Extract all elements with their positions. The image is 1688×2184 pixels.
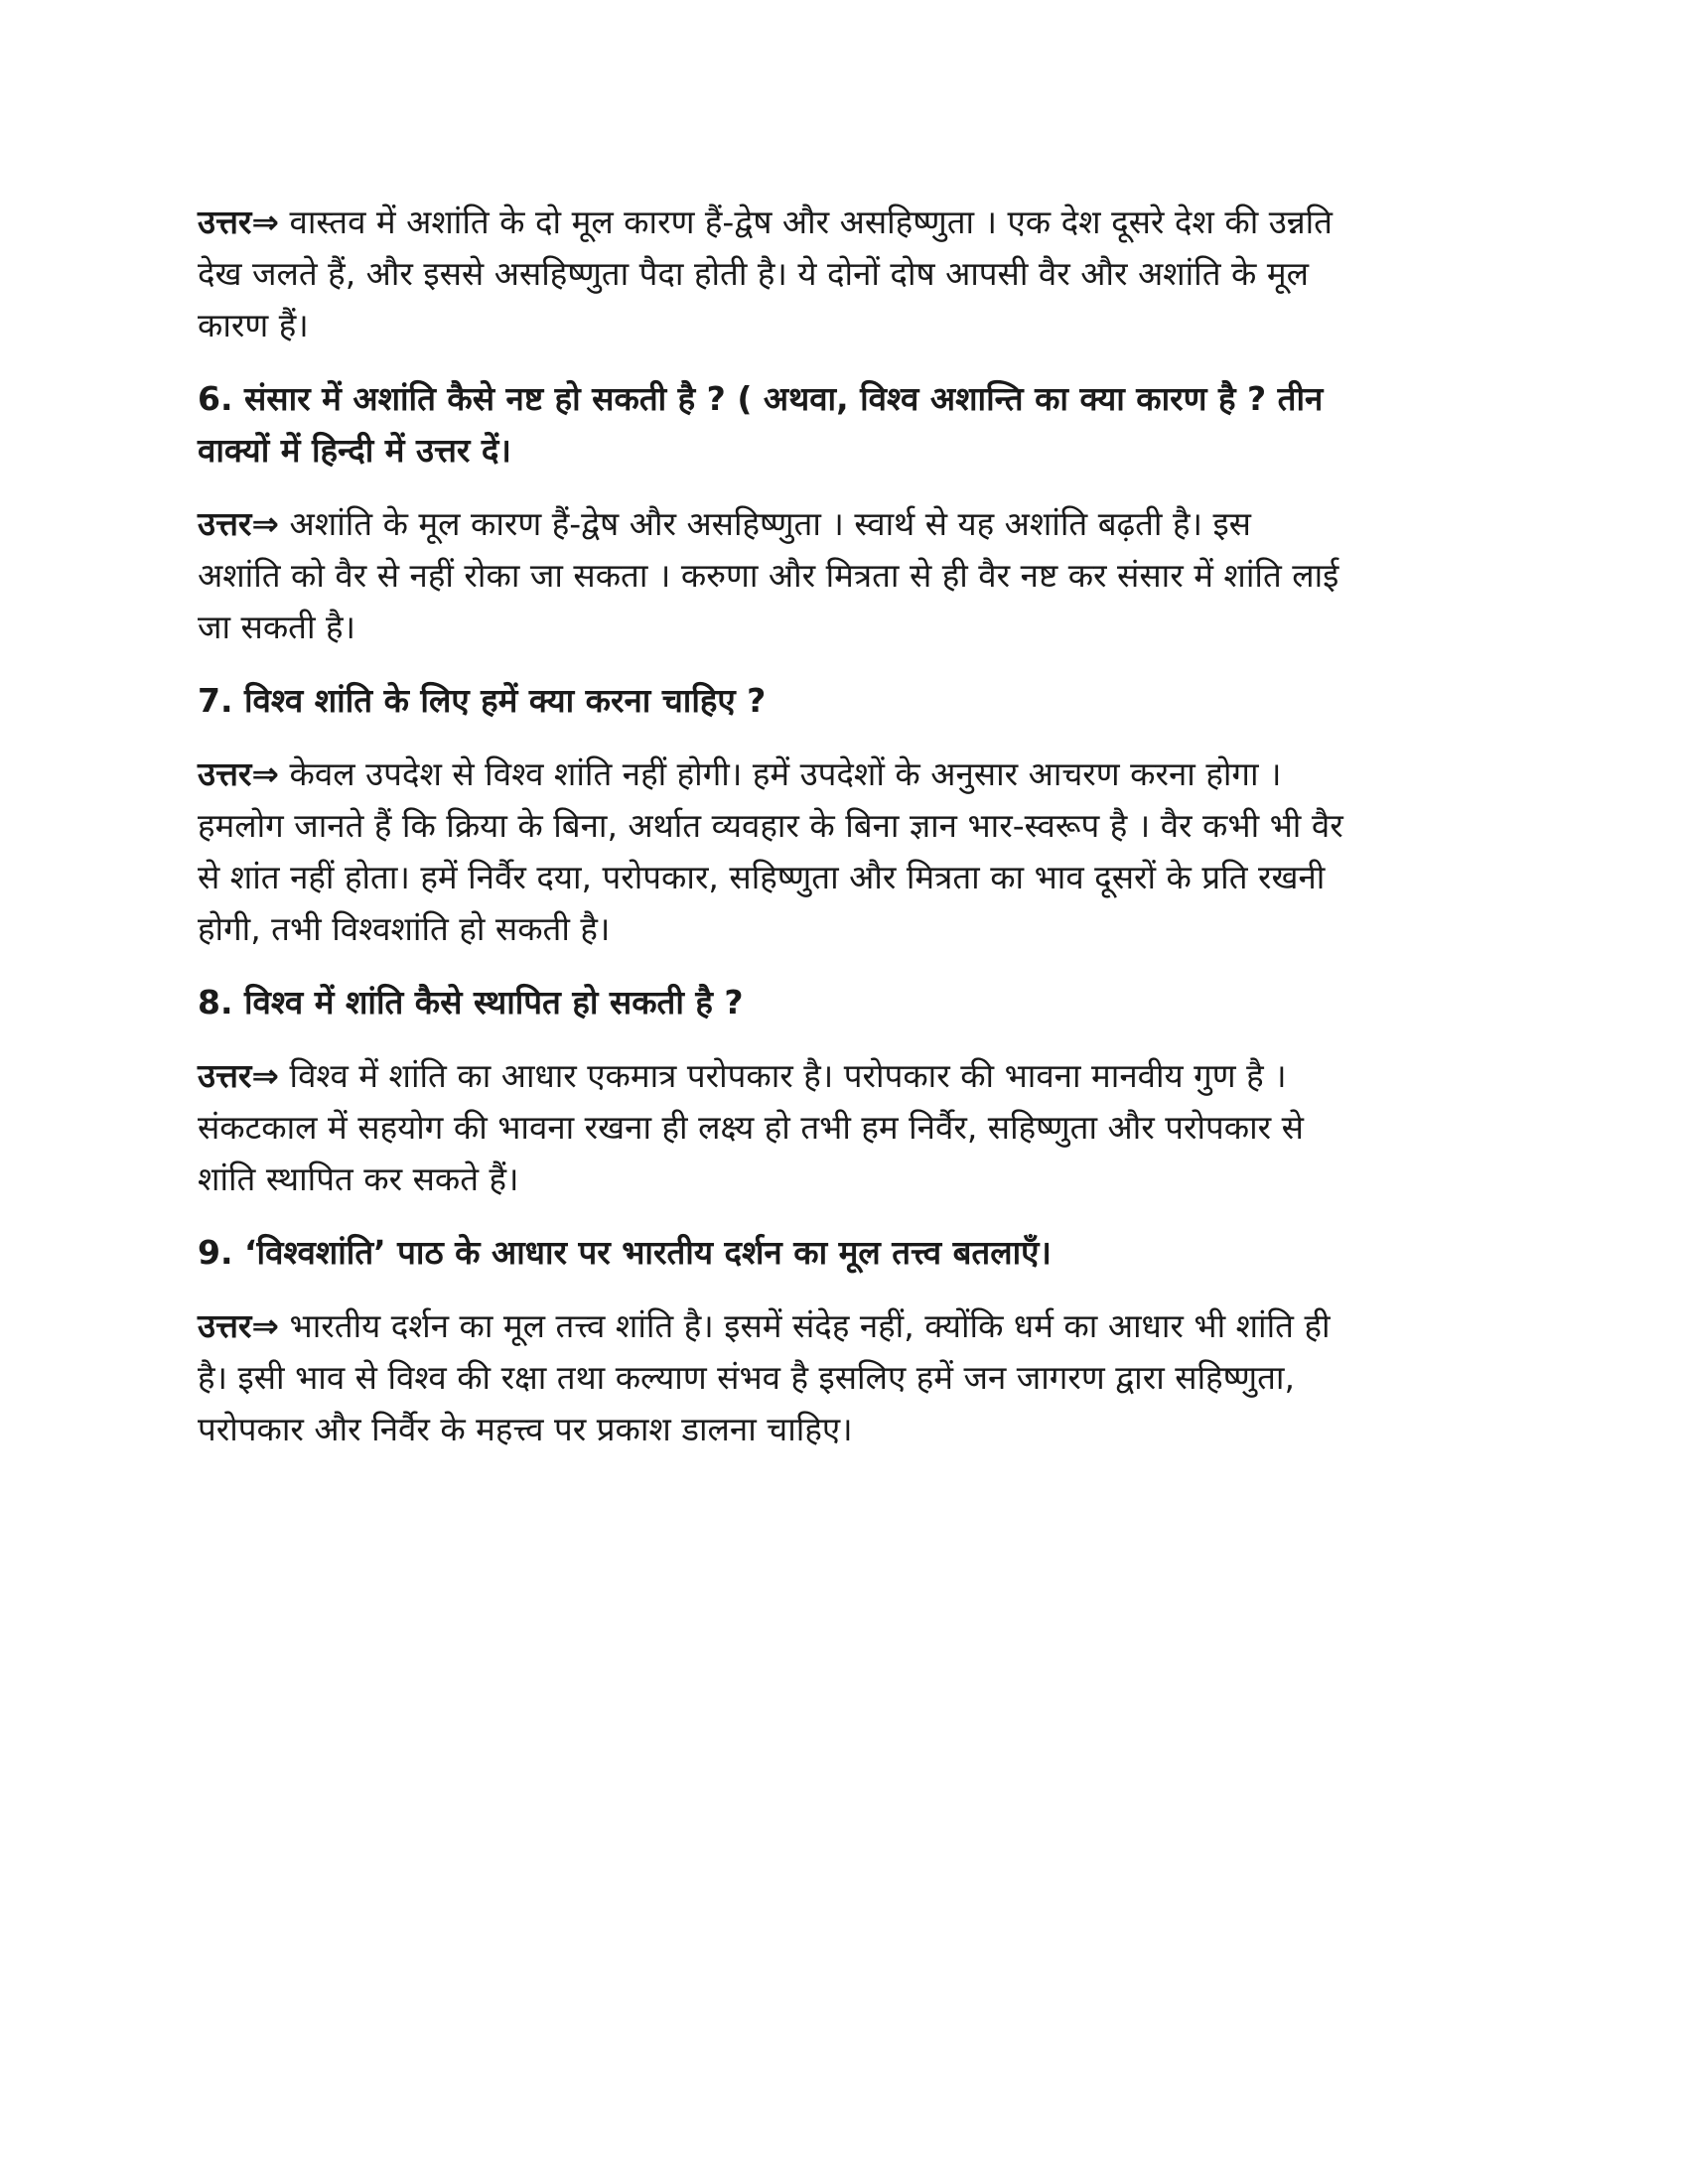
answer-7: उत्तर⇒ केवल उपदेश से विश्व शांति नहीं होगी। हमें उपदेशों के अनुसार आचरण करना होगा । हमलोग जानते हैं कि क्रिया के बिना, अर्थात व्यवहार के बिना ज्ञान भार-स्वरूप है । वैर कभी भी वैर से शांत नहीं होता। हमें निर्वैर दया, परोपकार, सहिष्णुता और मित्रता का भाव दूसरों के प्रति रखनी होगी, तभी विश्वशांति हो सकती है। [198,754,1343,948]
question-7: 7. विश्व शांति के लिए हमें क्या करना चाहिए ? [198,681,767,720]
answer-6: उत्तर⇒ अशांति के मूल कारण हैं-द्वेष और असहिष्णुता । स्वार्थ से यह अशांति बढ़ती है। इस अशांति को वैर से नहीं रोका जा सकता । करुणा और मित्रता से ही वैर नष्ट कर संसार में शांति लाई जा सकती है। [198,504,1339,646]
answer-8: उत्तर⇒ विश्व में शांति का आधार एकमात्र परोपकार है। परोपकार की भावना मानवीय गुण है । संकटकाल में सहयोग की भावना रखना ही लक्ष्य हो तभी हम निर्वैर, सहिष्णुता और परोपकार से शांति स्थापित कर सकते हैं। [198,1056,1304,1198]
answer-label: उत्तर⇒ [198,1056,280,1095]
question-8: 8. विश्व में शांति कैसे स्थापित हो सकती है ? [198,983,744,1022]
answer-5: उत्तर⇒ वास्तव में अशांति के दो मूल कारण हैं-द्वेष और असहिष्णुता । एक देश दूसरे देश की उन्नति देख जलते हैं, और इससे असहिष्णुता पैदा होती है। ये दोनों दोष आपसी वैर और अशांति के मूल कारण हैं। [198,203,1333,344]
answer-label: उत्तर⇒ [198,203,280,241]
answer-label: उत्तर⇒ [198,754,280,793]
answer-9: उत्तर⇒ भारतीय दर्शन का मूल तत्त्व शांति है। इसमें संदेह नहीं, क्योंकि धर्म का आधार भी शांति ही है। इसी भाव से विश्व की रक्षा तथा कल्याण संभव है इसलिए हमें जन जागरण द्वारा सहिष्णुता, परोपकार और निर्वैर के महत्त्व पर प्रकाश डालना चाहिए। [198,1306,1331,1448]
answer-label: उत्तर⇒ [198,1306,280,1345]
document-page [198,197,1488,1477]
question-9: 9. ‘विश्वशांति’ पाठ के आधार पर भारतीय दर्शन का मूल तत्त्व बतलाएँ। [198,1233,1052,1272]
question-6: 6. संसार में अशांति कैसे नष्ट हो सकती है ? ( अथवा, विश्व अशान्ति का क्या कारण है ? तीन वाक्यों में हिन्दी में उत्तर दें। [198,379,1324,470]
answer-label: उत्तर⇒ [198,504,280,543]
